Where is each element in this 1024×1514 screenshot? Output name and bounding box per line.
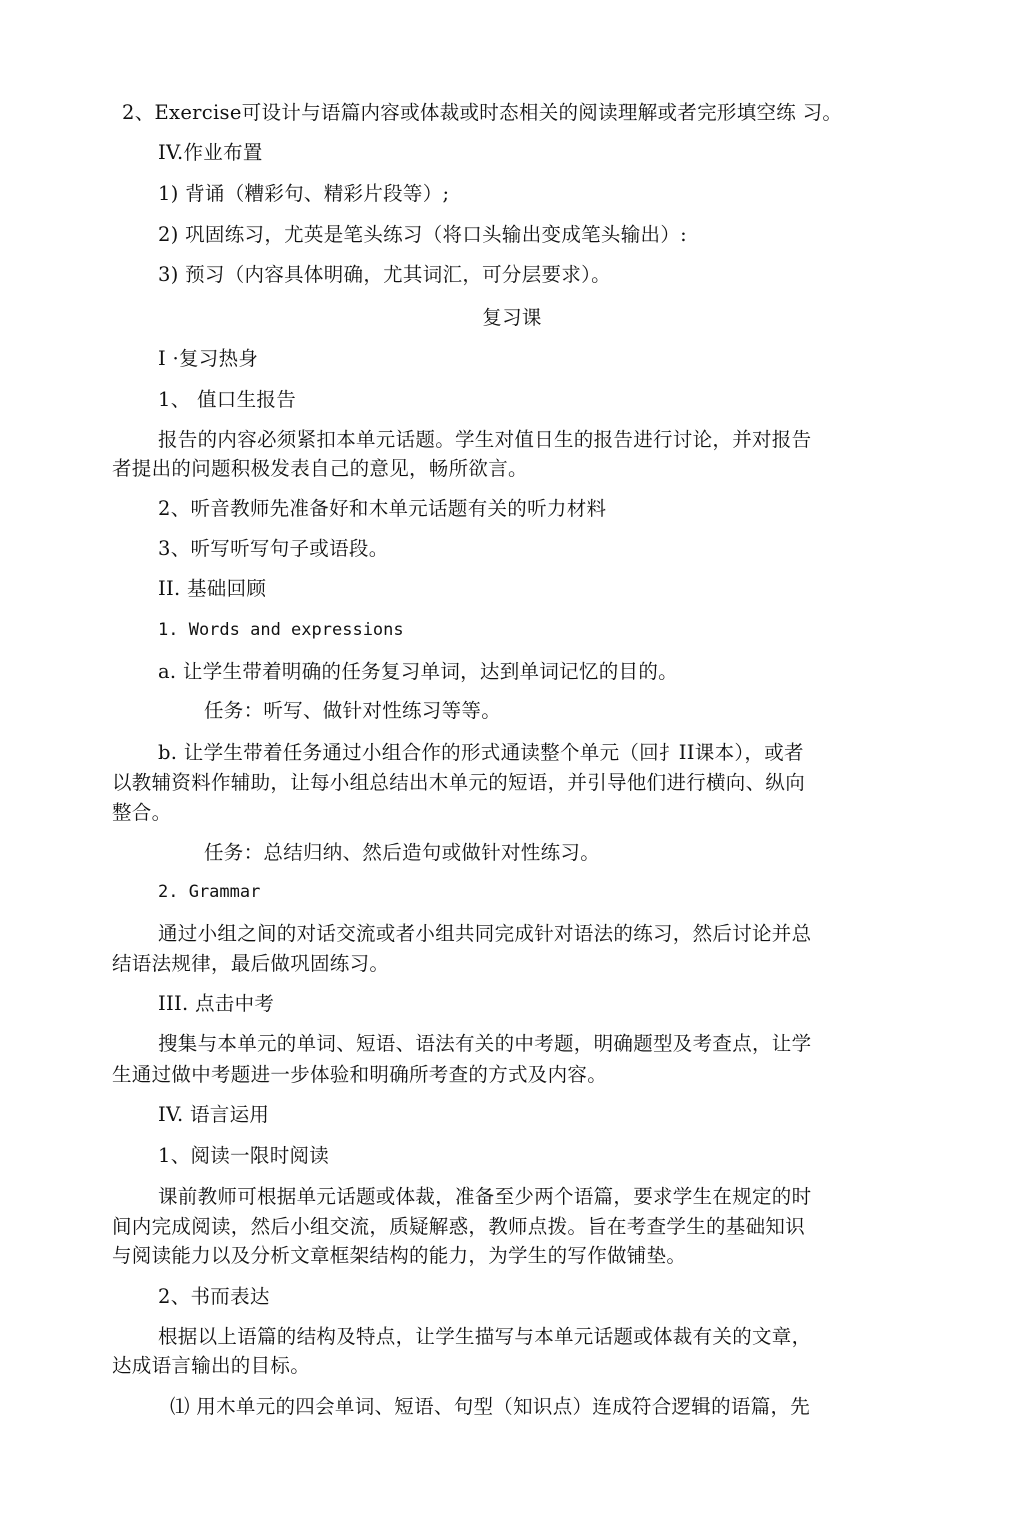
writing-step-1: ⑴ 用木单元的四会单词、短语、句型（知识点）连成符合逻辑的语篇，先 [170,1395,811,1418]
grammar-heading: 2. Grammar [158,882,261,902]
words-expressions-heading: 1. Words and expressions [158,620,404,640]
phrase-task-b: 任务：总结归纳、然后造句或做针对性练习。 [204,841,601,864]
writing-para-line-2: 达成语言输出的目标。 [112,1354,311,1377]
duty-report-heading: 1、 值口生报告 [158,388,297,411]
exam-para-line-1: 搜集与本单元的单词、短语、语法有关的中考题，明确题型及考查点，让学 [158,1032,812,1055]
section-warmup-heading: I ·复习热身 [158,347,259,370]
timed-reading-heading: 1、阅读一限时阅读 [158,1144,330,1167]
writing-heading: 2、书而表达 [158,1285,270,1308]
dictation-item: 3、听写听写句子或语段。 [158,537,389,560]
phrase-item-b-line-1: b. 让学生带着任务通过小组合作的形式通读整个单元（回扌II课本），或者 [158,741,804,764]
exam-para-line-2: 生通过做中考题进一步体验和明确所考查的方式及内容。 [112,1063,608,1086]
reading-para-line-3: 与阅读能力以及分析文章框架结构的能力，为学生的写作做铺垫。 [112,1244,687,1267]
grammar-para-line-2: 结语法规律，最后做巩固练习。 [112,952,390,975]
homework-item-3: 3) 预习（内容具体明确，尤其词汇，可分层要求）。 [158,263,611,286]
listening-item: 2、听音教师先准备好和木单元话题有关的听力材料 [158,497,607,520]
writing-para-line-1: 根据以上语篇的结构及特点，让学生描写与本单元话题或体裁有关的文章， [158,1325,812,1348]
grammar-para-line-1: 通过小组之间的对话交流或者小组共同完成针对语法的练习，然后讨论并总 [158,922,812,945]
duty-report-para-line-1: 报告的内容必须紧扣本单元话题。学生对值日生的报告进行讨论，并对报告 [158,428,812,451]
review-lesson-title: 复习课 [482,306,542,329]
section-exam-heading: III. 点击中考 [158,992,275,1015]
homework-item-2: 2) 巩固练习，尤英是笔头练习（将口头输出变成笔头输出）: [158,223,687,246]
homework-item-1: 1) 背诵（糟彩句、精彩片段等）; [158,182,450,205]
section-basics-heading: II. 基础回顾 [158,577,267,600]
vocab-item-a: a. 让学生带着明确的任务复习单词，达到单词记忆的目的。 [158,660,678,683]
phrase-item-b-line-2: 以教辅资料作辅助，让每小组总结出木单元的短语，并引导他们进行横向、纵向 [112,771,806,794]
duty-report-para-line-2: 者提出的问题积极发表自己的意见，畅所欲言。 [112,457,528,480]
reading-para-line-2: 间内完成阅读，然后小组交流，质疑解惑，教师点拨。旨在考查学生的基础知识 [112,1215,806,1238]
vocab-task-a: 任务：听写、做针对性练习等等。 [204,699,502,722]
section-usage-heading: IV. 语言运用 [158,1103,270,1126]
reading-para-line-1: 课前教师可根据单元话题或体裁，准备至少两个语篇，要求学生在规定的时 [158,1185,812,1208]
phrase-item-b-line-3: 整合。 [112,801,172,824]
exercise-note-line: 2、Exercise可设计与语篇内容或体裁或时态相关的阅读理解或者完形填空练 习。 [122,101,843,124]
homework-heading: IV.作业布置 [158,141,263,164]
